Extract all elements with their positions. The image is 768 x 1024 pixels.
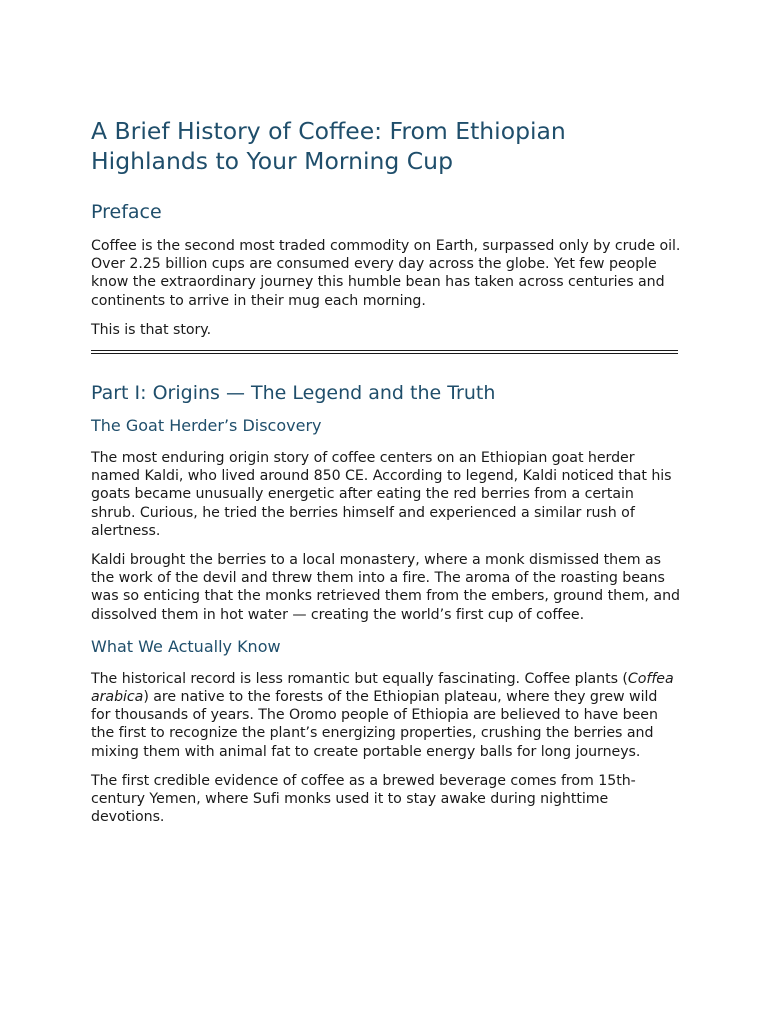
paragraph-text: The historical record is less romantic but equally fascinating. Coffee plants ( <box>91 670 628 687</box>
document-title: A Brief History of Coffee: From Ethiopian Highlands to Your Morning Cup <box>91 117 566 175</box>
goat-herder-paragraph-2: Kaldi brought the berries to a local monastery, where a monk dismissed them as the work of the devil and threw them into a fire. The aroma of the roasting beans was so enticing that the monks retrieved them from the embers, ground them, and dissolved them in hot water — creating the world’s first cup of coffee. <box>91 552 680 623</box>
goat-herder-heading: The Goat Herder’s Discovery <box>91 416 322 436</box>
what-we-know-paragraph-2: The first credible evidence of coffee as a brewed beverage comes from 15th-century Yemen, where Sufi monks used it to stay awake during nighttime devotions. <box>91 772 636 826</box>
document-page <box>91 114 681 826</box>
paragraph-text: ) are native to the forests of the Ethiopian plateau, where they grew wild for thousands of years. The Oromo people of Ethiopia are believed to have been the first to recognize the plant’s energizing properties, crushing the berries and mixing them with animal fat to create portable energy balls for long journeys. <box>91 689 658 760</box>
goat-herder-paragraph-1: The most enduring origin story of coffee centers on an Ethiopian goat herder named Kaldi, who lived around 850 CE. According to legend, Kaldi noticed that his goats became unusually energetic after eating the red berries from a certain shrub. Curious, he tried the berries himself and experienced a similar rush of alertness. <box>91 450 672 539</box>
what-we-know-paragraph-1 <box>91 670 681 761</box>
part-1-heading: Part I: Origins — The Legend and the Truth <box>91 382 496 405</box>
preface-heading: Preface <box>91 201 162 223</box>
what-we-know-heading: What We Actually Know <box>91 636 281 656</box>
species-name: Coffea arabica <box>91 670 674 706</box>
section-divider <box>91 350 678 354</box>
preface-paragraph-1: Coffee is the second most traded commodity on Earth, surpassed only by crude oil. Over 2.25 billion cups are consumed every day across the globe. Yet few people know the extraordinary journey this humble bean has taken across centuries and continents to arrive in their mug each morning. <box>91 238 681 309</box>
preface-paragraph-2: This is that story. <box>91 321 212 338</box>
